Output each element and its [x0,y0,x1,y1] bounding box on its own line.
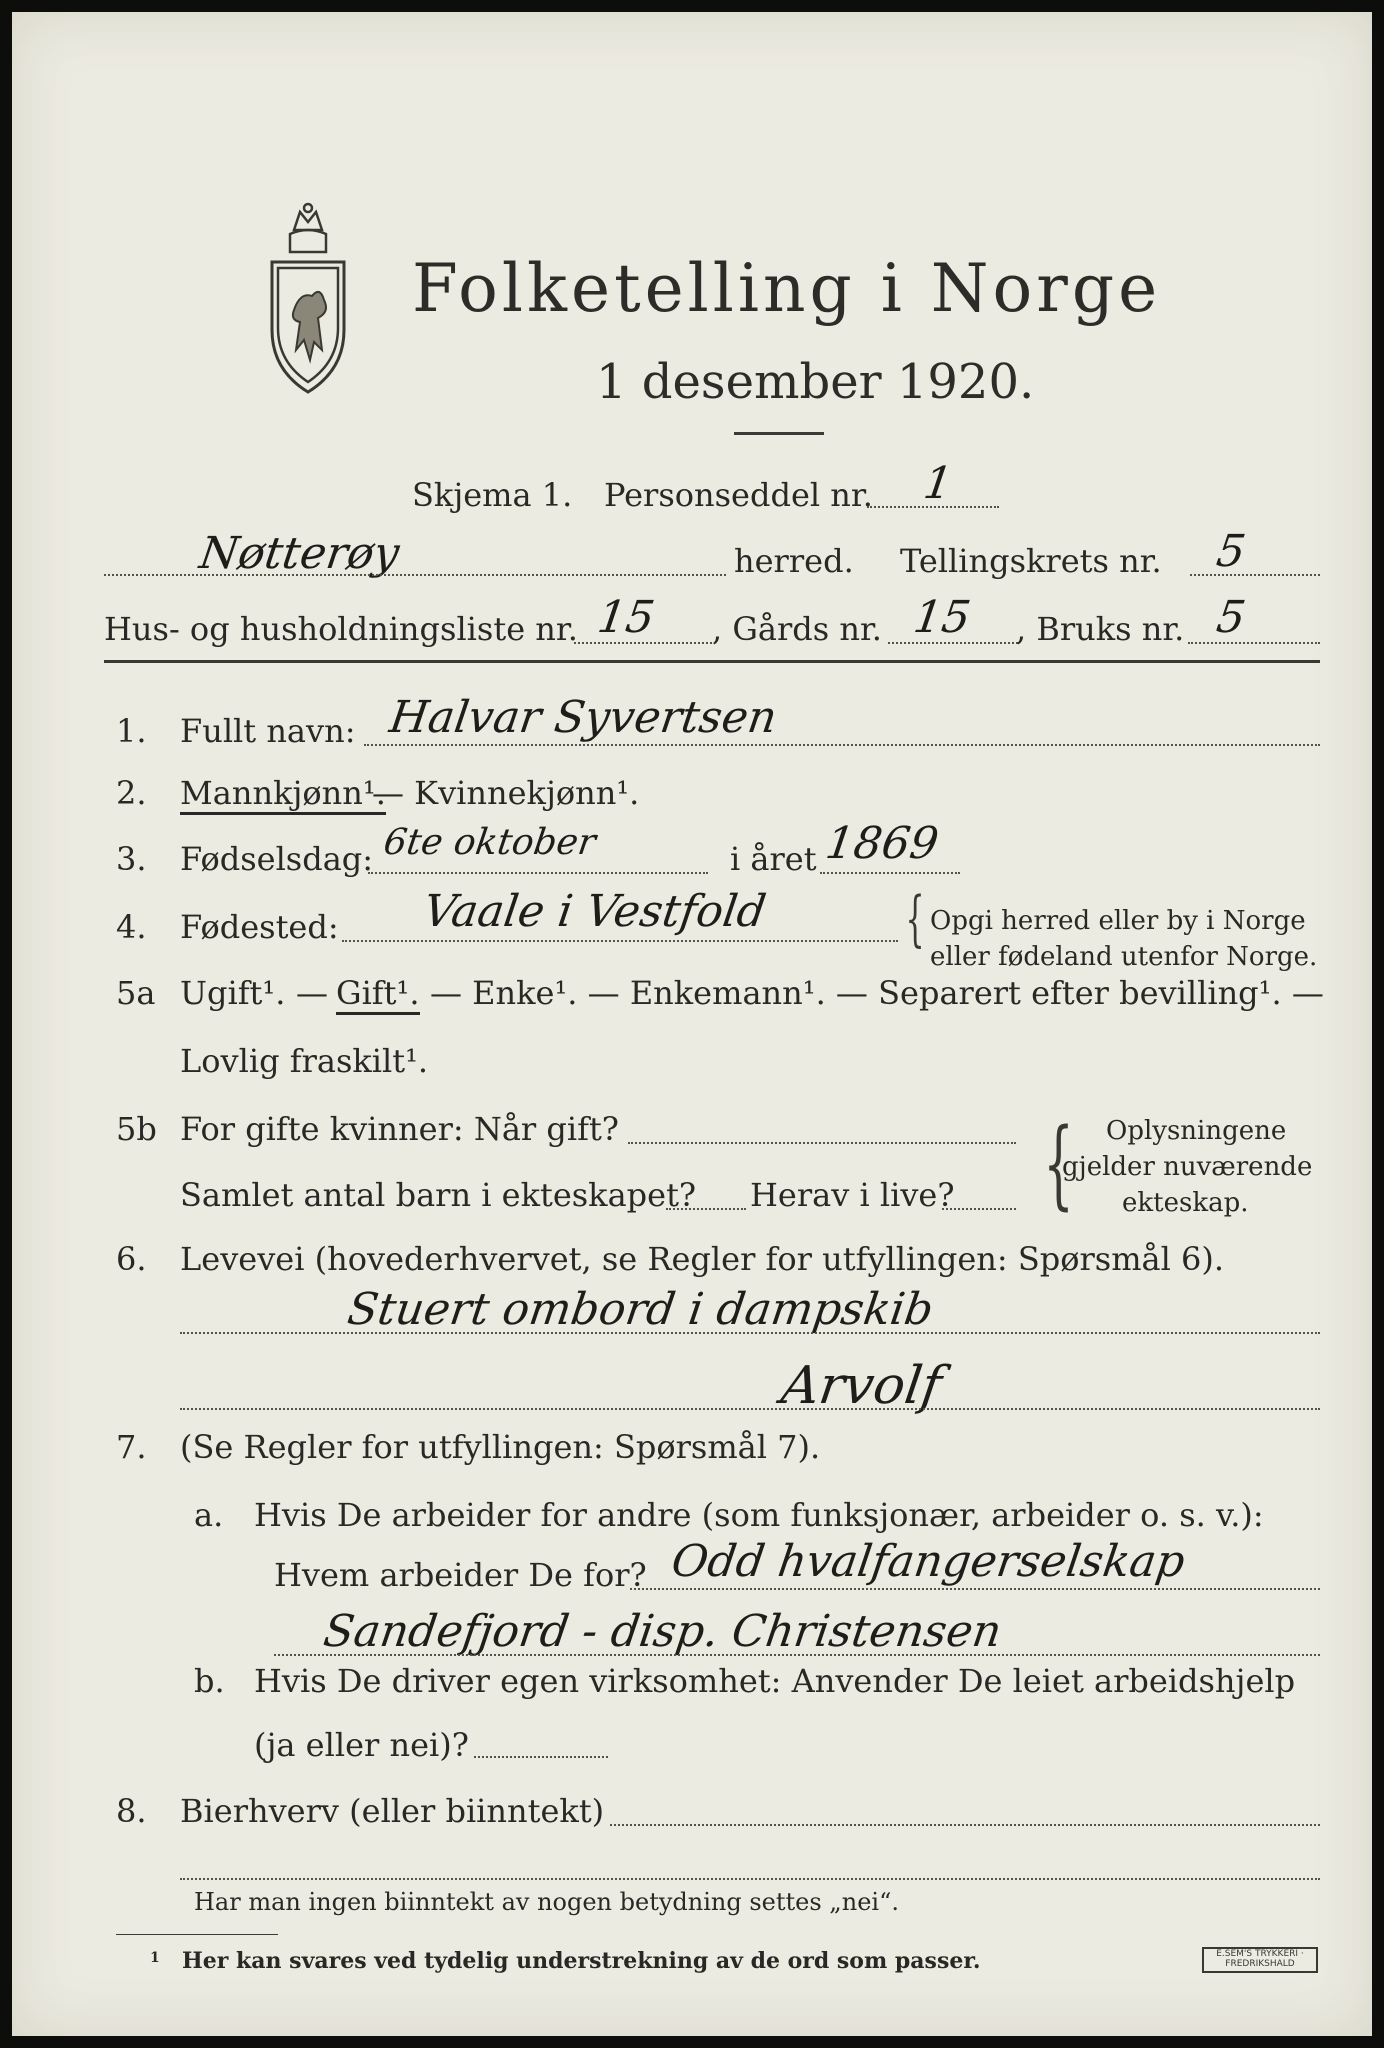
herred-dotline [104,574,726,576]
q6-label: Levevei (hovederhvervet, se Regler for utfyllingen: Spørsmål 6). [180,1240,1225,1278]
bruks-label: , Bruks nr. [1016,610,1185,648]
hus-label: Hus- og husholdningsliste nr. [104,610,578,648]
bruks-dotline [1188,642,1320,644]
tellingskrets-value: 5 [1213,526,1249,577]
census-date: 1 desember 1920. [596,354,1035,410]
q6-dotline-2 [180,1408,1320,1410]
q7-label: (Se Regler for utfyllingen: Spørsmål 7). [180,1428,821,1466]
q8-number: 8. [116,1792,147,1830]
q5a-options-rest: — Enke¹. — Enkemann¹. — Separert efter bevilling¹. — [430,974,1324,1012]
q6-annotation: Arvolf [777,1356,946,1416]
q7a-dotline-2 [274,1654,1320,1656]
census-form-sheet [12,12,1372,2036]
footnote-text: Her kan svares ved tydelig understrekning av de ord som passer. [182,1948,981,1974]
tellingskrets-dotline [1190,574,1320,576]
q3-year-dotline [820,872,960,874]
q6-dotline-1 [180,1332,1320,1334]
herred-value: Nøtterøy [196,528,403,579]
tellingskrets-label: Tellingskrets nr. [900,542,1162,580]
q7b-letter: b. [194,1662,225,1700]
q5b-note-line3: ekteskap. [1122,1188,1249,1218]
q5b-label-when-married: For gifte kvinner: Når gift? [180,1110,619,1148]
title-divider [734,432,824,435]
skjema-label: Skjema 1. [412,476,573,514]
coat-of-arms-emblem [260,200,356,404]
q4-brace: { [905,884,925,954]
herred-label: herred. [734,542,854,580]
q7a-value-employer: Odd hvalfangerselskap [668,1536,1188,1587]
q5b-note-line2: gjelder nuværende [1062,1152,1313,1182]
footer-note: Har man ingen biinntekt av nogen betydning settes „nei“. [194,1888,899,1916]
q5a-option-gift-underlined: Gift¹. [336,974,420,1015]
q7a-line2: Hvem arbeider De for? [274,1556,647,1594]
gards-label: , Gårds nr. [712,610,882,648]
q7a-letter: a. [194,1496,224,1534]
q5b-note-line1: Oplysningene [1106,1116,1287,1146]
header-divider [104,660,1320,663]
q5b-label-alive: Herav i live? [750,1176,955,1214]
q4-value-birthplace: Vaale i Vestfold [420,886,770,937]
q5b-brace: { [1043,1108,1074,1220]
footnote-rule [116,1934,278,1935]
q7a-dotline-1 [630,1588,1320,1590]
q6-number: 6. [116,1240,147,1278]
q5b-label-children: Samlet antal barn i ekteskapet? [180,1176,697,1214]
q1-number: 1. [116,712,147,750]
q7-number: 7. [116,1428,147,1466]
q5a-option-ugift: Ugift¹. [180,974,286,1012]
q1-label: Fullt navn: [180,712,356,750]
personseddel-value: 1 [920,458,956,509]
q5b-number: 5b [116,1110,157,1148]
q1-dotline [364,744,1320,746]
q5b-children-dotline [666,1208,746,1210]
bruks-value: 5 [1213,592,1249,643]
q3-day-value: 6te oktober [381,822,599,863]
q5a-line2: Lovlig fraskilt¹. [180,1042,429,1080]
q4-number: 4. [116,908,147,946]
q4-dotline [342,940,898,942]
q2-option-male-underlined: Mannkjønn¹. [180,774,386,815]
q3-year-value: 1869 [822,818,942,869]
footnote-mark: 1 [150,1950,160,1966]
q3-year-label: i året [730,840,817,878]
q5b-alive-dotline [942,1208,1016,1210]
q6-value-occupation: Stuert ombord i dampskib [344,1284,937,1335]
q7b-line1: Hvis De driver egen virksomhet: Anvender De leiet arbeidshjelp [254,1662,1296,1700]
q8-dotline-1 [610,1824,1320,1826]
q8-label: Bierhverv (eller biinntekt) [180,1792,605,1830]
q3-day-dotline [368,872,708,874]
q7b-line2: (ja eller nei)? [254,1726,469,1764]
printer-stamp: E.SEM'S TRYKKERI · FREDRIKSHALD [1202,1947,1318,1973]
q2-number: 2. [116,774,147,812]
q7b-dotline [474,1756,608,1758]
gards-value: 15 [910,592,974,643]
hus-value: 15 [594,592,658,643]
q5a-dash: — [296,974,328,1012]
q8-dotline-2 [180,1878,1320,1880]
q4-note-line2: eller fødeland utenfor Norge. [930,942,1318,972]
q2-option-female: — Kvinnekjønn¹. [372,774,640,812]
q3-number: 3. [116,840,147,878]
q4-note-line1: Opgi herred eller by i Norge [930,906,1306,936]
q5b-when-dotline [628,1142,1016,1144]
q4-label: Fødested: [180,908,339,946]
q5a-number: 5a [116,974,156,1012]
q3-label: Fødselsdag: [180,840,374,878]
q7a-value-employer-line2: Sandefjord - disp. Christensen [320,1606,1005,1657]
q7a-line1: Hvis De arbeider for andre (som funksjonær, arbeider o. s. v.): [254,1496,1264,1534]
form-title: Folketelling i Norge [412,250,1162,327]
personseddel-label: Personseddel nr. [604,476,873,514]
q1-value-full-name: Halvar Syvertsen [386,692,780,743]
